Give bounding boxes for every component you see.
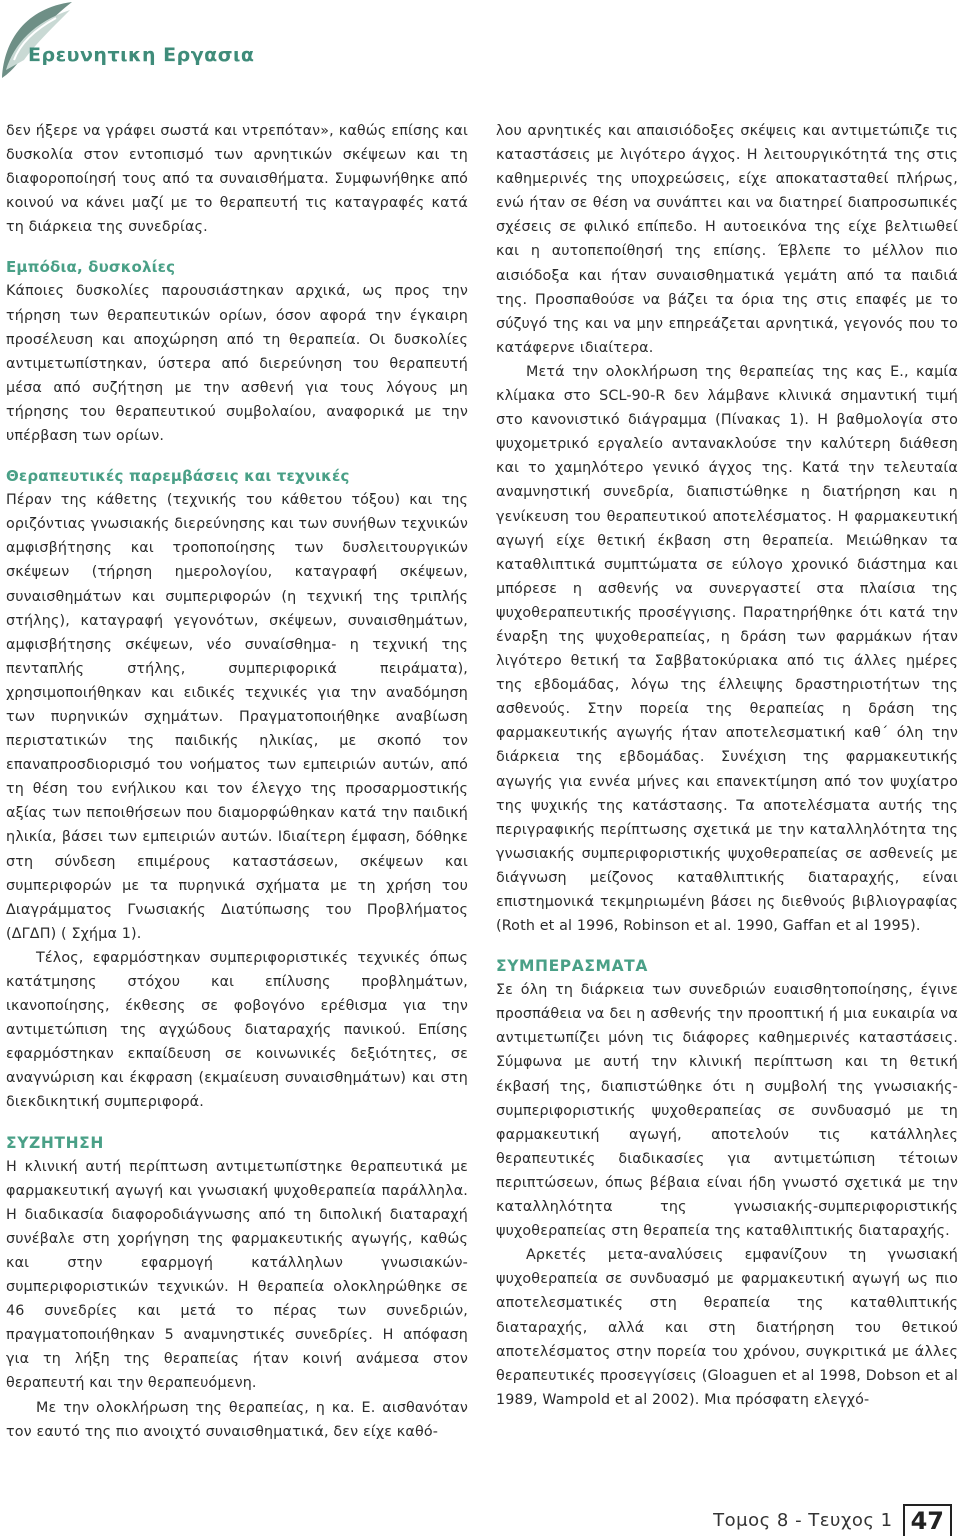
paragraph: Με την ολοκλήρωση της θεραπείας, η κα. Ε. αισθανόταν τον εαυτό της πιο ανοιχτό συναισθηματικά, δεν είχε καθό- [6,1399,468,1440]
article-right-column [496,119,958,1412]
journal-logo [0,0,80,82]
subheading-interventions: Θεραπευτικές παρεμβάσεις και τεχνικές [6,467,350,486]
paragraph: Αρκετές μετα-αναλύσεις εμφανίζουν τη γνωσιακή ψυχοθεραπεία σε συνδυασμό με φαρμακευτική αγωγή ως πιο αποτελεσματικές στη θεραπεία της καταθλιπτικής διαταραχής, αλλά και στη διατήρηση του θετικού αποτελέσματος στην πορεία του χρόνου, συγκριτικά με άλλες θεραπευτικές προσεγγίσεις (Gloaguen et al 1998, Dobson et al 1989, Wampold et al 2002). Μια πρόσφατη ελεγχό- [496,1247,958,1408]
paragraph: Πέραν της κάθετης (τεχνικής του κάθετου τόξου) και της οριζόντιας γνωσιακής διερεύνησης και των συνήθων τεχνικών αμφισβήτησης και τροποποίησης των δυσλειτουργικών σκέψεων (τήρηση ημερολογίου, καταγραφή σκέψεων, συναισθημάτων και συμπεριφορών (η τεχνική της τριπλής στήλης), καταγραφή γεγονότων, σκέψεων, συναισθημάτων, αμφισβήτησης σκέψεων, νέο συναίσθημα- η τεχνική της πενταπλής στήλης, συμπεριφορικά πειράματα), χρησιμοποιήθηκαν και ειδικές τεχνικές για την αναδόμηση των πυρηνικών σχημάτων. Πραγματοποιήθηκε αναβίωση περιστατικών της παιδικής ηλικίας, με σκοπό τον επαναπροσδιορισμό του νοήματος των εμπειριών αυτών, από τη θέση του ενήλικου και τον έλεγχο της προσαρμοστικής αξίας των πεποιθήσεων που διαμορφώθηκαν κατά την παιδική ηλικία, βάσει των εμπειριών αυτών. Ιδιαίτερη έμφαση, δόθηκε στη σύνδεση επιμέρους καταστάσεων, σκέψεων και συμπεριφορών με τα πυρηνικά σχήματα με τη χρήση του Διαγράμματος Γνωσιακής Διατύπωσης του Προβλήματος (ΔΓΔΠ) ( Σχήμα 1). [6,492,468,942]
section-label: Ερευνητικη Εργασια [28,44,255,66]
subheading-obstacles: Εμπόδια, δυσκολίες [6,258,176,277]
paragraph: Η κλινική αυτή περίπτωση αντιμετωπίστηκε θεραπευτικά με φαρμακευτική αγωγή και γνωσιακή ψυχοθεραπεία παράλληλα. Η διαδικασία διαφοροδιάγνωσης από τη διπολική διαταραχή συνέβαλε στη χορήγηση της φαρμακευτικής αγωγής, καθώς και στην εφαρμογή κατάλληλων γνωσιακών-συμπεριφοριστικών τεχνικών. Η θεραπεία ολοκληρώθηκε σε 46 συνεδρίες και μετά το πέρας των συνεδριών, πραγματοποιήθηκαν 5 αναμνηστικές συνεδρίες. Η απόφαση για τη λήξη της θεραπείας ήταν κοινή ανάμεσα στον θεραπευτή και την θεραπευόμενη. [6,1158,468,1392]
paragraph: Μετά την ολοκλήρωση της θεραπείας της κας Ε., καμία κλίμακα στο SCL-90-R δεν λάμβανε κλινικά σημαντική τιμή στο κανονιστικό διάγραμμα (Πίνακας 1). Η βαθμολογία στο ψυχομετρικό εργαλείο αντανακλούσε την καλύτερη διάθεση και το χαμηλότερο γενικό άγχος της. Κατά την τελευταία αναμνηστική συνεδρία, διαπιστώθηκε η διατήρηση και η γενίκευση του θεραπευτικού αποτελέσματος. Η φαρμακευτική αγωγή είχε θετική έκβαση στη θεραπεία. Μειώθηκαν τα καταθλιπτικά συμπτώματα σε εύλογο χρονικό διάστημα και μπόρεσε η ασθενής να συνεργαστεί στα πλαίσια της ψυχοθεραπευτικής προσέγγισης. Παρατηρήθηκε ότι κατά την έναρξη της ψυχοθεραπείας, η δράση των φαρμάκων ήταν λιγότερο θετική τα Σαββατοκύριακα από τις άλλες ημέρες της εβδομάδας, λόγω της έλλειψης δραστηριοτήτων της ασθενούς. Στην πορεία της θεραπείας η δράση της φαρμακευτικής αγωγής ήταν αποτελεσματική καθ΄ όλη την διάρκεια της εβδομάδας. Συνέχιση της φαρμακευτικής αγωγής για εννέα μήνες και επανεκτίμηση από τον ψυχίατρο της ψυχικής της κατάστασης. Τα αποτελέσματα αυτής της περιγραφικής περίπτωσης σχετικά με την καταλληλότητα της γνωσιακής συμπεριφοριστικής ψυχοθεραπείας σε ασθενείς με διάγνωση μείζονος καταθλιπτικής διαταραχής, είναι επιστημονικά τεκμηριωμένη βάσει ης διεθνούς βιβλιογραφίας (Roth et al 1996, Robinson et al. 1990, Gaffan et al 1995). [496,363,958,935]
heading-discussion: ΣΥΖΗΤΗΣΗ [6,1133,104,1152]
issue-label: Τομος 8 - Τευχος 1 [713,1509,893,1531]
page-footer [713,1503,952,1537]
paragraph: δεν ήξερε να γράφει σωστά και ντρεπόταν», καθώς επίσης και δυσκολία στον εντοπισμό των αρνητικών σκέψεων και τη διαφοροποίησή τους από τα συναισθήματα. Συμφωνήθηκε από κοινού να κάνει μαζί με το θεραπευτή τις καταγραφές κατά τη διάρκεια της συνεδρίας. [6,123,468,236]
paragraph: Σε όλη τη διάρκεια των συνεδριών ευαισθητοποίησης, έγινε προσπάθεια να δει η ασθενής την προοπτική ή μια ευκαιρία να αντιμετωπίζει μόνη τις διάφορες καθημερινές καταστάσεις. Σύμφωνα με αυτή την κλινική περίπτωση και τη θετική έκβασή της, διαπιστώθηκε ότι η συμβολή της γνωσιακής-συμπεριφοριστικής ψυχοθεραπείας σε συνδυασμό με τη φαρμακευτική αγωγή, αποτελούν τις κατάλληλες θεραπευτικές διαδικασίες για αντιμετώπιση τέτοιων περιπτώσεων, όπως βέβαια είναι ήδη γνωστό σχετικά με την καταλληλότητα της γνωσιακής-συμπεριφοριστικής ψυχοθεραπείας στη θεραπεία της καταθλιπτικής διαταραχής. [496,982,958,1240]
paragraph: Τέλος, εφαρμόστηκαν συμπεριφοριστικές τεχνικές όπως κατάτμησης στόχου και επίλυσης προβλημάτων, ικανοποίησης, έκθεσης σε φοβογόνο ερέθισμα για την αντιμετώπιση της αγχώδους διαταραχής πανικού. Επίσης εφαρμόστηκαν εκπαίδευση σε κοινωνικές δεξιότητες, σε αναγνώριση και έκφραση (εκμαίευση συναισθημάτων) και στη διεκδικητική συμπεριφορά. [6,949,468,1111]
heading-conclusions: ΣΥΜΠΕΡΑΣΜΑΤΑ [496,957,648,976]
paragraph: λου αρνητικές και απαισιόδοξες σκέψεις και αντιμετώπιζε τις καταστάσεις με λιγότερο άγχος. Η λειτουργικότητά της στις καθημερινές της υποχρεώσεις, είχε αποκατασταθεί πλήρως, ενώ ήταν σε θέση να συνάπτει και να διατηρεί διαπροσωπικές σχέσεις σε φιλικό επίπεδο. Η αυτοεικόνα της είχε βελτιωθεί και η αυτοπεποίθησή της επίσης. Έβλεπε το μέλλον πιο αισιόδοξα και ήταν συναισθηματικά γεμάτη από τα παιδιά της. Προσπαθούσε να βάζει τα όρια της στις επαφές με το σύζυγό της και να μην επηρεάζεται αρνητικά, γεγονός που το κατάφερνε ιδιαίτερα. [496,123,958,356]
article-left-column [6,119,468,1444]
page-number: 47 [903,1504,952,1536]
paragraph: Κάποιες δυσκολίες παρουσιάστηκαν αρχικά, ως προς την τήρηση των θεραπευτικών ορίων, όσον αφορά την έγκαιρη προσέλευση και αποχώρηση από τη θεραπεία. Οι δυσκολίες αντιμετωπίστηκαν, ύστερα από διερεύνηση του θεραπευτή μέσα από συζήτηση με την ασθενή για τους λόγους μη τήρησης του θεραπευτικού συμβολαίου, αναφορικά με την υπέρβαση των ορίων. [6,283,468,445]
